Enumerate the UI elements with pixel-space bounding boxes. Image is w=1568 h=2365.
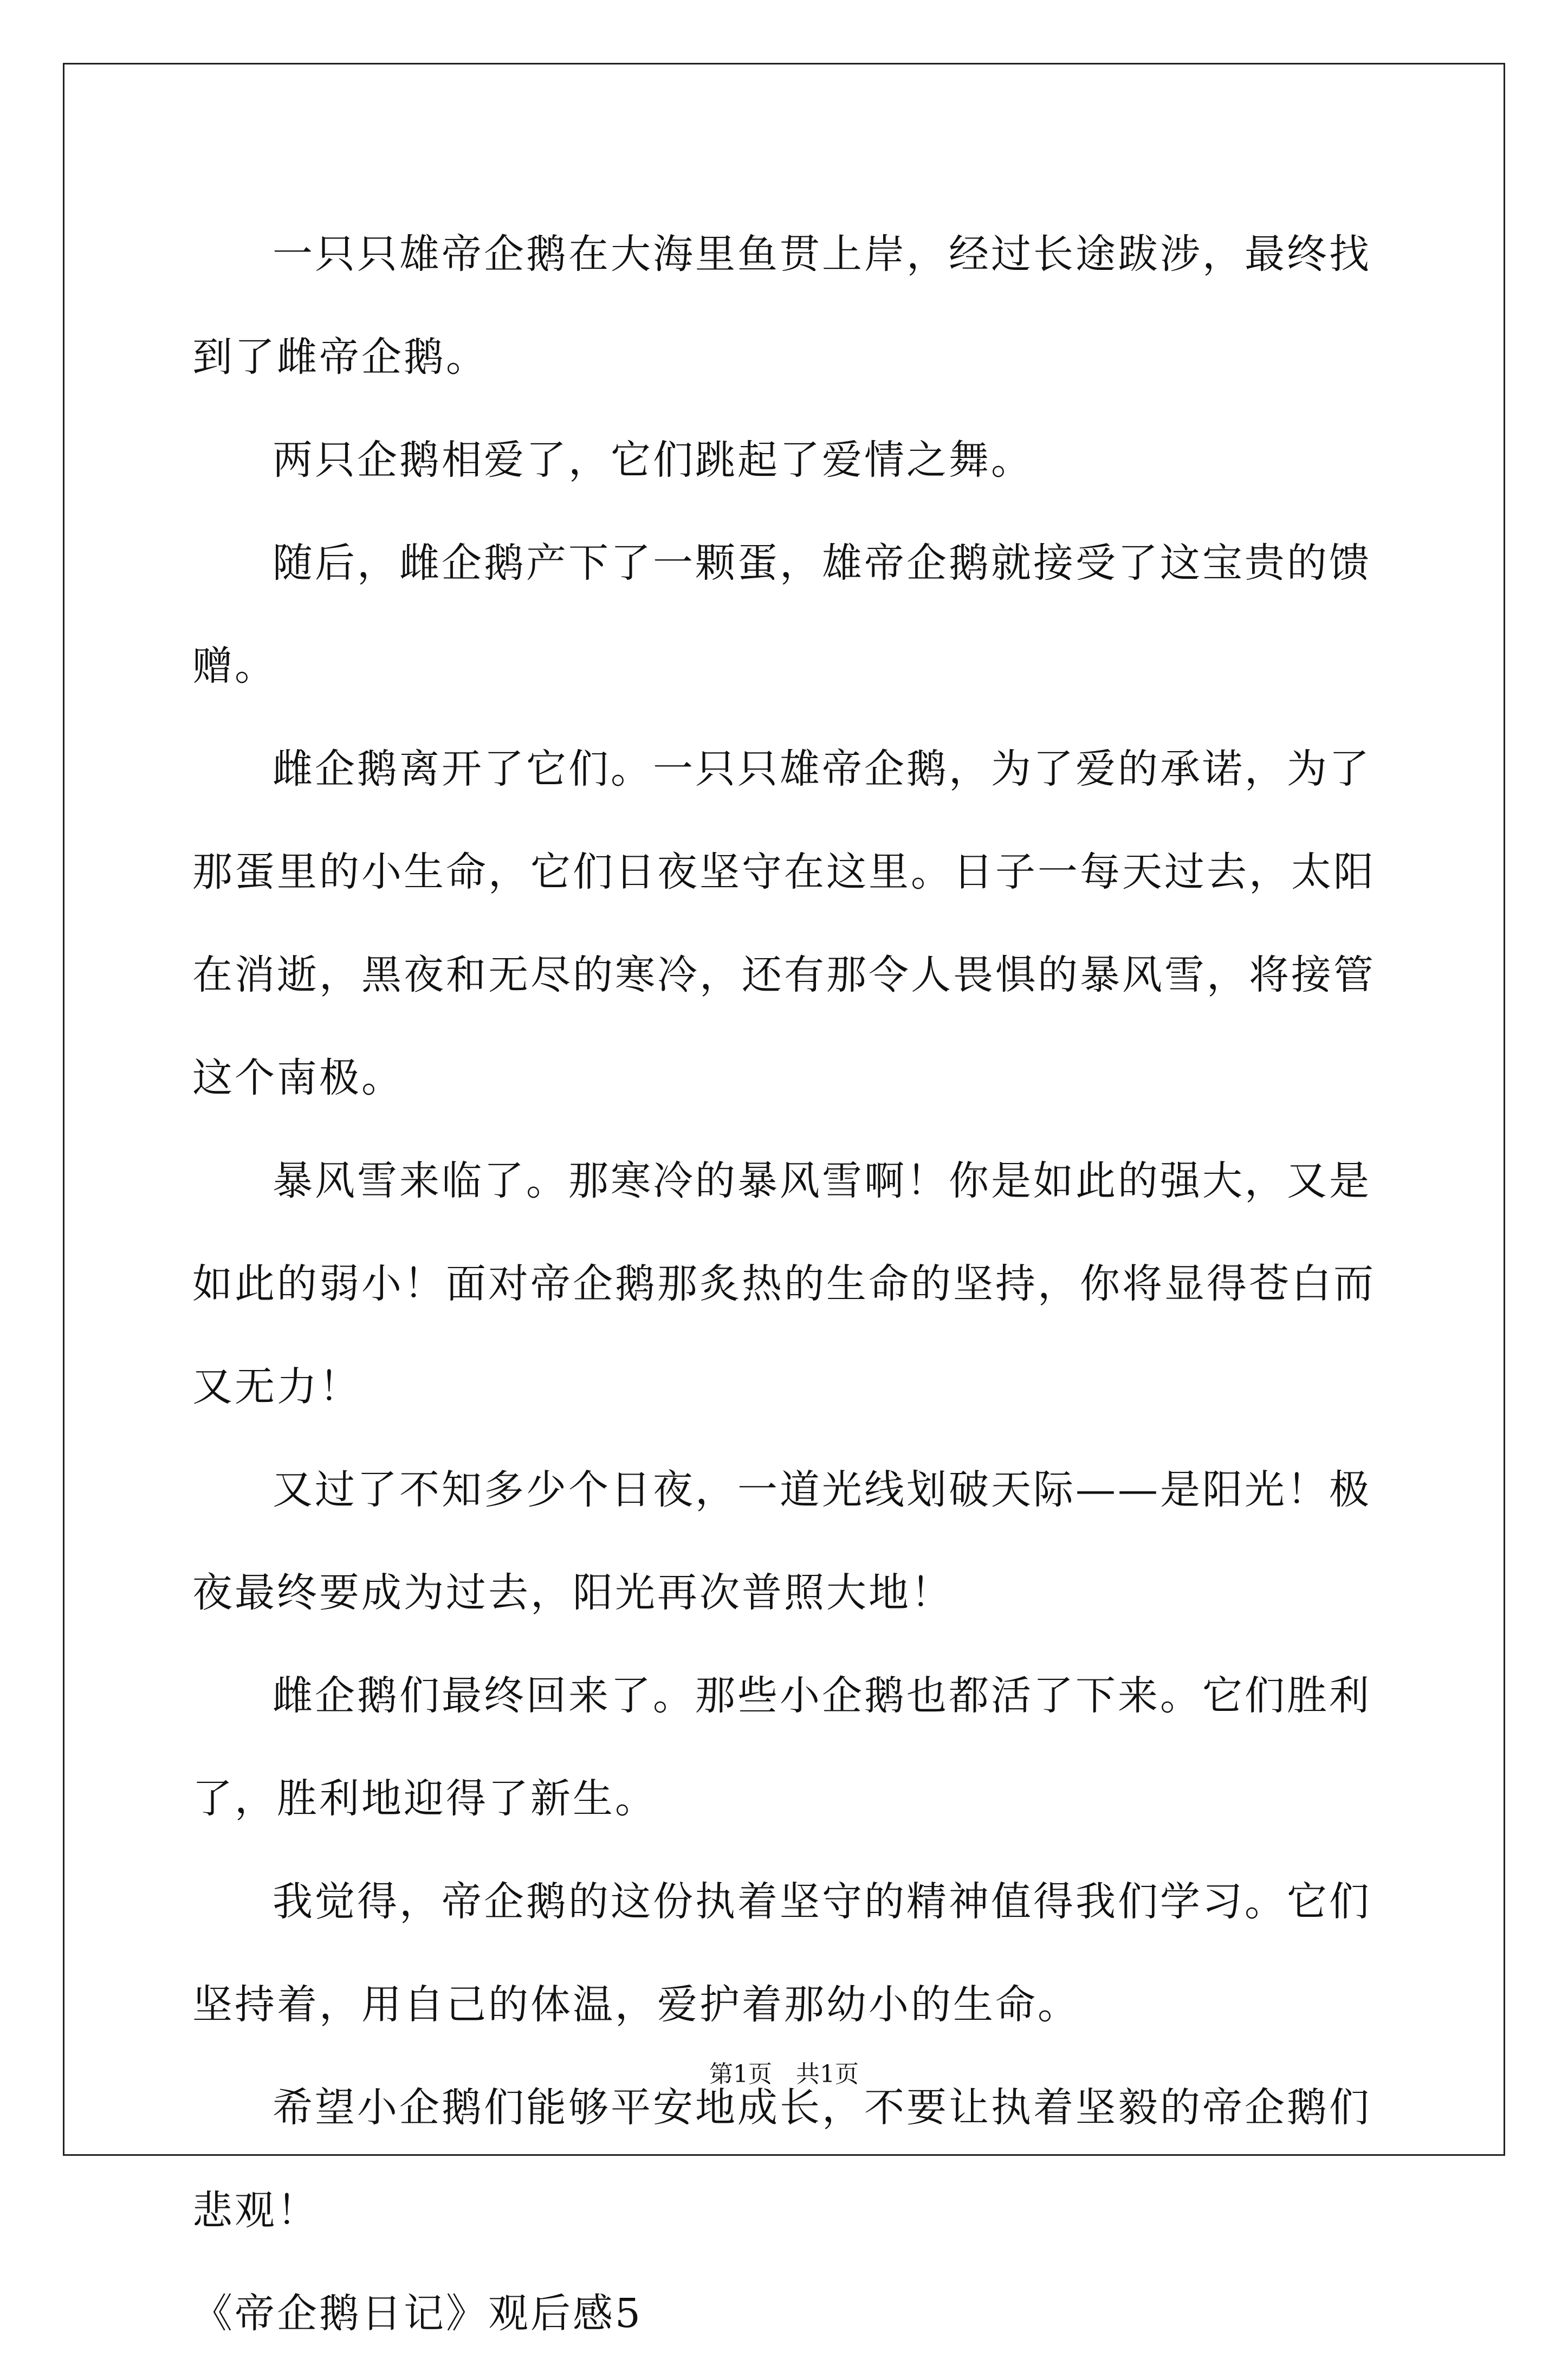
document-body [192, 203, 1395, 2365]
paragraph: 暴风雪来临了。那寒冷的暴风雪啊！你是如此的强大，又是如此的弱小！面对帝企鹅那炙热的生命的坚持，你将显得苍白而又无力！ [192, 1158, 1376, 1410]
paragraph: 雌企鹅们最终回来了。那些小企鹅也都活了下来。它们胜利了，胜利地迎得了新生。 [192, 1672, 1371, 1822]
paragraph: 希望小企鹅们能够平安地成长，不要让执着坚毅的帝企鹅们悲观！ [192, 2084, 1371, 2234]
page-number: 第1页 共1页 [709, 2060, 859, 2088]
paragraph: 雌企鹅离开了它们。一只只雄帝企鹅，为了爱的承诺，为了那蛋里的小生命，它们日夜坚守在这里。日子一每天过去，太阳在消逝，黑夜和无尽的寒冷，还有那令人畏惧的暴风雪，将接管这个南极。 [192, 746, 1376, 1101]
paragraph: 一只只雄帝企鹅在大海里鱼贯上岸，经过长途跋涉，最终找到了雌帝企鹅。 [192, 231, 1371, 380]
paragraph: 随后，雌企鹅产下了一颗蛋，雄帝企鹅就接受了这宝贵的馈赠。 [192, 540, 1371, 689]
paragraph: 我觉得，帝企鹅的这份执着坚守的精神值得我们学习。它们坚持着，用自己的体温，爱护着那幼小的生命。 [192, 1878, 1371, 2028]
paragraph: 两只企鹅相爱了，它们跳起了爱情之舞。 [273, 437, 1033, 483]
paragraph: 又过了不知多少个日夜，一道光线划破天际——是阳光！极夜最终要成为过去，阳光再次普照大地！ [192, 1466, 1371, 1616]
section-title: 《帝企鹅日记》观后感5 [192, 2290, 643, 2337]
